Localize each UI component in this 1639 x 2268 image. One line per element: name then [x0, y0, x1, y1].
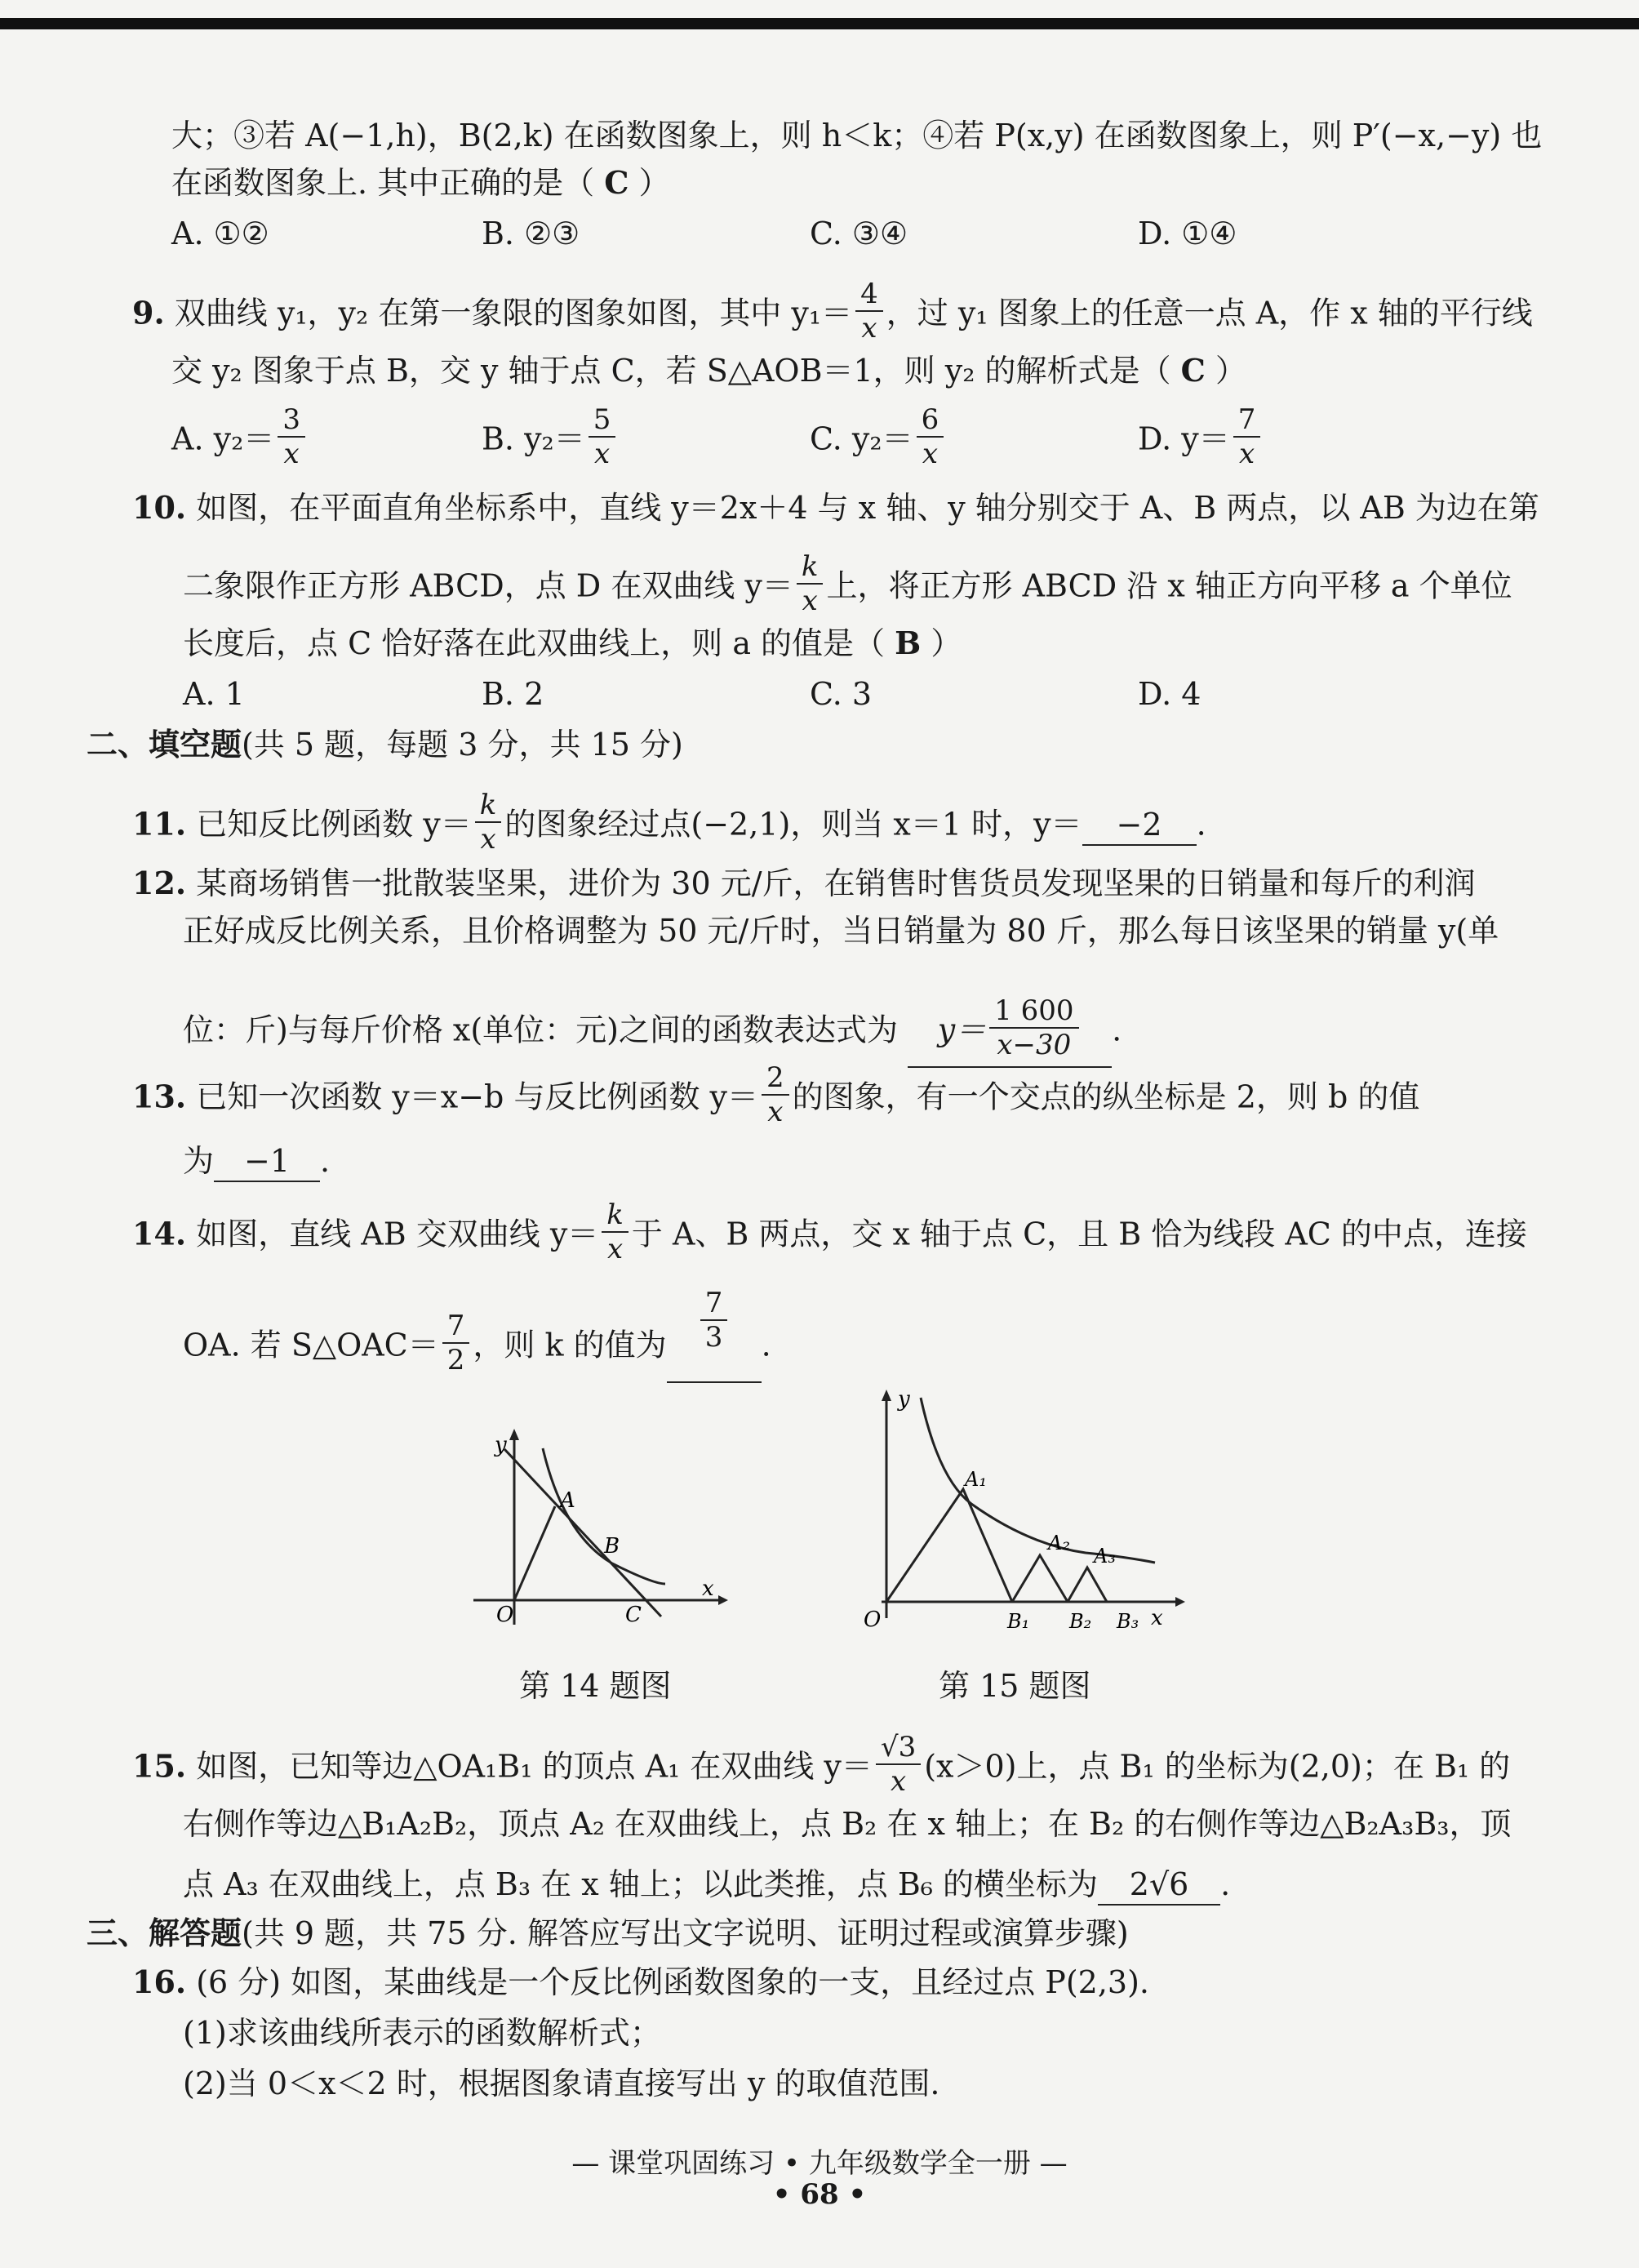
- fig15-triangle-3: [1068, 1568, 1107, 1602]
- q11-number: 11.: [132, 805, 187, 843]
- fig15-label-a2: A₂: [1048, 1532, 1070, 1554]
- figure-15: [849, 1381, 1208, 1651]
- fig14-label-o: O: [496, 1603, 514, 1627]
- q13-line1: 13. 已知一次函数 y＝x−b 与反比例函数 y＝ $\frac{2}{x}$ 的图象，有一个交点的纵坐标是 2，则 b 的值: [132, 1061, 1420, 1128]
- section-solve-title: 三、解答题(共 9 题，共 75 分. 解答应写出文字说明、证明过程或演算步骤): [87, 1914, 1129, 1951]
- q12-number: 12.: [132, 865, 187, 901]
- q10-option-d: D. 4: [1138, 676, 1201, 712]
- q8-option-b: B. ②③: [482, 216, 580, 251]
- q8-answer: C: [604, 164, 629, 201]
- fig15-label-b2: B₂: [1069, 1610, 1092, 1633]
- fig15-y-arrow: [882, 1390, 891, 1401]
- q12-line2: 正好成反比例关系，且价格调整为 50 元/斤时，当日销量为 80 斤，那么每日该坚果的销量 y(单: [183, 913, 1499, 949]
- fig15-caption: 第 15 题图: [939, 1668, 1091, 1704]
- q10-option-c: C. 3: [810, 676, 873, 712]
- q9-line2: 交 y₂ 图象于点 B，交 y 轴于点 C，若 S△AOB＝1，则 y₂ 的解析式是（ C ）: [171, 352, 1246, 389]
- q9-option-d: D. y＝ $\frac{7}{x}$: [1138, 408, 1264, 475]
- q11-line: 11. 已知反比例函数 y＝ $\frac{k}{x}$ 的图象经过点(−2,1)，则当 x＝1 时，y＝ −2 .: [132, 789, 1206, 856]
- fig15-triangle-1: [886, 1489, 1012, 1602]
- q9-line1: 9. 双曲线 y₁，y₂ 在第一象限的图象如图，其中 y₁＝ $\frac{4}{x}$ ，过 y₁ 图象上的任意一点 A，作 x 轴的平行线: [132, 278, 1533, 345]
- fig15-label-y: y: [898, 1387, 910, 1412]
- fig14-x-arrow: [718, 1595, 728, 1605]
- q10-number: 10.: [132, 489, 187, 526]
- fig15-label-b1: B₁: [1007, 1610, 1030, 1633]
- fig15-label-a1: A₁: [965, 1468, 987, 1491]
- q15-answer-blank: 2√6: [1098, 1865, 1220, 1906]
- footer-title: — 课堂巩固练习 • 九年级数学全一册 —: [571, 2147, 1068, 2180]
- fig15-label-o: O: [864, 1608, 882, 1632]
- q13-line2: 为 −1 .: [183, 1141, 330, 1182]
- q8-line1: 大；③若 A(−1,h)，B(2,k) 在函数图象上，则 h＜k；④若 P(x,y) 在函数图象上，则 P′(−x,−y) 也: [171, 118, 1543, 153]
- q9-option-c: C. y₂＝ $\frac{6}{x}$: [810, 408, 947, 475]
- q15-number: 15.: [132, 1747, 187, 1785]
- fig15-hyperbola: [921, 1398, 1155, 1563]
- fig14-caption: 第 14 题图: [519, 1668, 672, 1704]
- q15-line2: 右侧作等边△B₁A₂B₂，顶点 A₂ 在双曲线上，点 B₂ 在 x 轴上；在 B₂ 的右侧作等边△B₂A₃B₃，顶: [183, 1806, 1512, 1842]
- q9-option-b: B. y₂＝ $\frac{5}{x}$: [482, 408, 619, 475]
- fig14-y-arrow: [509, 1429, 519, 1440]
- fig14-label-x: x: [702, 1576, 714, 1601]
- q9-answer: C: [1180, 352, 1206, 389]
- page-number: • 68 •: [772, 2178, 867, 2211]
- fig14-label-c: C: [625, 1603, 642, 1627]
- q14-line2: OA. 若 S△OAC＝ $\frac{7}{2}$ ，则 k 的值为 $\frac{7}{3}$ .: [183, 1314, 771, 1383]
- q14-answer-blank: $\frac{7}{3}$: [667, 1314, 762, 1383]
- q16-line1: 16. (6 分) 如图，某曲线是一个反比例函数图象的一支，且经过点 P(2,3).: [132, 1963, 1150, 2000]
- q8-option-d: D. ①④: [1138, 216, 1237, 251]
- q13-answer-blank: −1: [214, 1141, 320, 1182]
- q13-number: 13.: [132, 1078, 187, 1115]
- figure-14: [465, 1421, 735, 1633]
- q12-line1: 12. 某商场销售一批散装坚果，进价为 30 元/斤，在销售时售货员发现坚果的日销量和每斤的利润: [132, 865, 1476, 901]
- q8-option-a: A. ①②: [171, 216, 269, 251]
- fig15-triangle-2: [1012, 1555, 1068, 1602]
- section-fill-in-title: 二、填空题(共 5 题，每题 3 分，共 15 分): [87, 726, 683, 763]
- q10-line1: 10. 如图，在平面直角坐标系中，直线 y＝2x＋4 与 x 轴、y 轴分别交于 A、B 两点，以 AB 为边在第: [132, 489, 1539, 526]
- q9-number: 9.: [132, 294, 165, 331]
- fig14-hyperbola: [543, 1448, 665, 1584]
- q14-number: 14.: [132, 1215, 187, 1252]
- q8-option-c: C. ③④: [810, 216, 908, 251]
- fig15-label-x: x: [1151, 1606, 1163, 1630]
- q8-line2: 在函数图象上. 其中正确的是（ C ）: [171, 164, 670, 201]
- fig14-label-b: B: [604, 1534, 620, 1559]
- fig14-label-y: y: [495, 1433, 507, 1457]
- fig14-line-ab: [504, 1449, 661, 1617]
- q12-answer-blank: y＝ $\frac{1 600}{x-30}$: [908, 999, 1112, 1068]
- fig14-label-a: A: [560, 1488, 575, 1513]
- top-rule: [0, 18, 1639, 29]
- q15-line1: 15. 如图，已知等边△OA₁B₁ 的顶点 A₁ 在双曲线 y＝ $\frac{√3}{x}$ (x＞0)上，点 B₁ 的坐标为(2,0)；在 B₁ 的: [132, 1731, 1511, 1798]
- q10-answer: B: [895, 625, 922, 661]
- q16-sub1: (1)求该曲线所表示的函数解析式；: [183, 2015, 661, 2051]
- q10-option-a: A. 1: [183, 676, 245, 712]
- fig14-segment-oa: [514, 1506, 555, 1600]
- q10-line2: 二象限作正方形 ABCD，点 D 在双曲线 y＝ $\frac{k}{x}$ 上，将正方形 ABCD 沿 x 轴正方向平移 a 个单位: [183, 550, 1512, 617]
- fig15-label-a3: A₃: [1094, 1545, 1116, 1568]
- fig15-x-arrow: [1175, 1597, 1185, 1607]
- fig15-label-b3: B₃: [1117, 1610, 1139, 1633]
- q16-number: 16.: [132, 1963, 187, 2000]
- q14-line1: 14. 如图，直线 AB 交双曲线 y＝ $\frac{k}{x}$ 于 A、B 两点，交 x 轴于点 C，且 B 恰为线段 AC 的中点，连接: [132, 1198, 1527, 1265]
- q10-option-b: B. 2: [482, 676, 544, 712]
- q10-line3: 长度后，点 C 恰好落在此双曲线上，则 a 的值是（ B ）: [183, 625, 962, 661]
- q15-line3: 点 A₃ 在双曲线上，点 B₃ 在 x 轴上；以此类推，点 B₆ 的横坐标为 2√6 .: [183, 1865, 1230, 1906]
- q12-line3: 位：斤)与每斤价格 x(单位：元)之间的函数表达式为 y＝ $\frac{1 600}{x-30}$ .: [183, 999, 1122, 1068]
- q16-sub2: (2)当 0＜x＜2 时，根据图象请直接写出 y 的取值范围.: [183, 2066, 940, 2101]
- q11-answer-blank: −2: [1082, 805, 1197, 846]
- q9-option-a: A. y₂＝ $\frac{3}{x}$: [171, 408, 309, 475]
